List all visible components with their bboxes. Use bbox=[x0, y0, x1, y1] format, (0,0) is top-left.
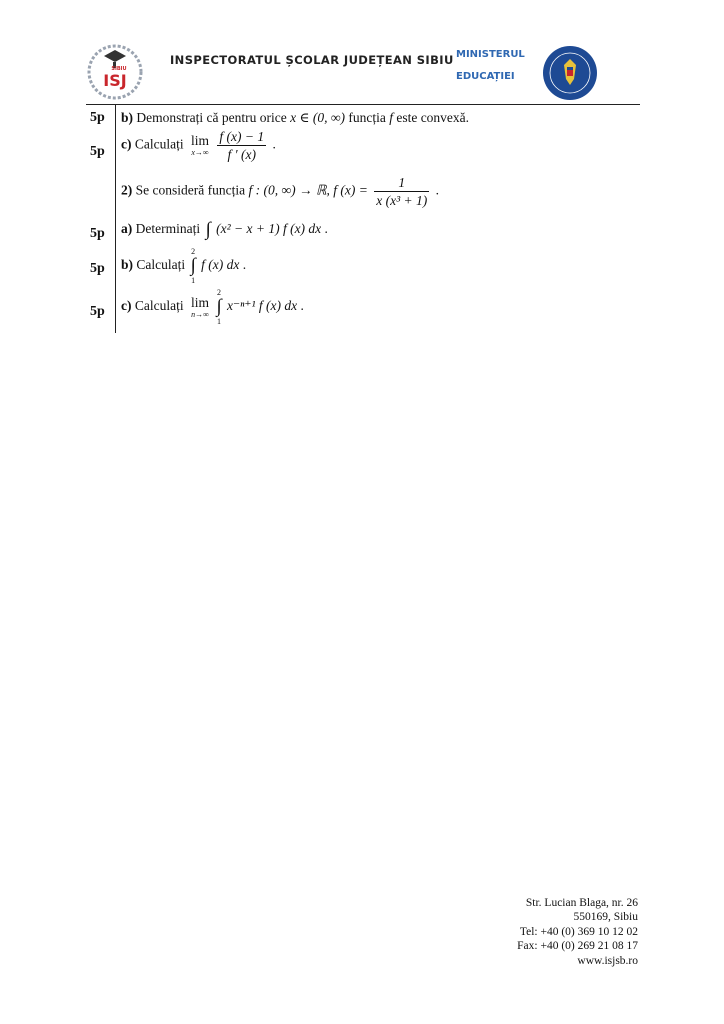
limit-operator bbox=[191, 134, 209, 157]
problem-2-statement bbox=[121, 174, 439, 209]
integrand: f (x) dx bbox=[201, 257, 240, 273]
address-footer bbox=[517, 896, 638, 968]
header-divider bbox=[86, 104, 640, 105]
period: . bbox=[242, 257, 247, 273]
points-label: 5p bbox=[90, 304, 105, 319]
item-text: Calculați bbox=[134, 136, 184, 152]
fraction-numerator: 1 bbox=[374, 174, 429, 192]
points-label: 5p bbox=[90, 110, 105, 125]
integral-upper-limit: 2 bbox=[216, 288, 221, 297]
item-text: Demonstrați că pentru orice bbox=[136, 110, 287, 125]
period: . bbox=[272, 136, 276, 152]
item-text: este convexă. bbox=[396, 110, 470, 125]
limit-subscript: n→∞ bbox=[191, 309, 209, 319]
item-label: c) bbox=[121, 136, 132, 152]
ministry-line-2: EDUCAȚIEI bbox=[456, 71, 515, 82]
function-definition: f : (0, ∞) → ℝ, f (x) = bbox=[248, 182, 368, 198]
item-label: c) bbox=[121, 298, 132, 314]
integral-lower-limit: 1 bbox=[216, 317, 221, 326]
problem-2a bbox=[121, 220, 328, 240]
isj-logo bbox=[86, 42, 144, 100]
footer-fax: Fax: +40 (0) 269 21 08 17 bbox=[517, 940, 638, 953]
problem-2b bbox=[121, 247, 246, 285]
item-text: Calculați bbox=[136, 257, 186, 273]
item-label: 2) bbox=[121, 182, 133, 198]
fraction bbox=[374, 174, 429, 209]
fraction-denominator: x (x³ + 1) bbox=[376, 193, 428, 208]
limit-operator bbox=[191, 296, 209, 319]
limit-subscript: x→∞ bbox=[191, 148, 209, 157]
math-expression: x ∈ (0, ∞) bbox=[290, 110, 345, 125]
limit-word: lim bbox=[190, 294, 209, 310]
item-label: a) bbox=[121, 221, 133, 237]
item-text: Se consideră funcția bbox=[135, 182, 246, 198]
points-label: 5p bbox=[90, 144, 105, 159]
government-seal-logo bbox=[542, 45, 598, 101]
integral-lower-limit: 1 bbox=[191, 276, 196, 285]
footer-city: 550169, Sibiu bbox=[573, 911, 638, 924]
points-label: 5p bbox=[90, 261, 105, 276]
integral-sign: ∫ bbox=[205, 219, 211, 240]
integrand: (x² − x + 1) f (x) dx bbox=[216, 221, 322, 237]
isj-logo-city: SIBIU bbox=[111, 66, 127, 72]
item-text: funcția bbox=[348, 110, 386, 125]
math-variable: f bbox=[389, 110, 393, 125]
fraction bbox=[217, 128, 266, 163]
ministry-name bbox=[456, 44, 525, 88]
item-label: b) bbox=[121, 257, 134, 273]
points-label: 5p bbox=[90, 226, 105, 241]
item-text: Determinați bbox=[135, 221, 201, 237]
limit-word: lim bbox=[190, 133, 209, 148]
definite-integral: 2 ∫ 1 bbox=[216, 288, 222, 326]
footer-street: Str. Lucian Blaga, nr. 26 bbox=[525, 897, 638, 909]
isj-logo-text: ISJ bbox=[103, 71, 127, 90]
footer-phone: Tel: +40 (0) 369 10 12 02 bbox=[519, 925, 638, 938]
period: . bbox=[324, 221, 328, 237]
period: . bbox=[435, 182, 440, 198]
page-header bbox=[86, 42, 640, 104]
integral-upper-limit: 2 bbox=[191, 247, 196, 256]
problem-2c bbox=[121, 288, 304, 326]
definite-integral: 2 ∫ 1 bbox=[190, 247, 196, 285]
item-label: b) bbox=[121, 110, 134, 125]
period: . bbox=[300, 298, 304, 314]
integrand: x⁻ⁿ⁺¹ f (x) dx bbox=[226, 298, 298, 314]
fraction-numerator: f (x) − 1 bbox=[219, 129, 265, 144]
fraction-denominator: f ′ (x) bbox=[227, 147, 256, 162]
points-column-divider bbox=[115, 105, 116, 333]
problem-1c bbox=[121, 128, 276, 163]
item-text: Calculați bbox=[134, 298, 184, 314]
problem-1b bbox=[121, 110, 469, 126]
footer-website: www.isjsb.ro bbox=[577, 954, 638, 967]
inspectorate-name: INSPECTORATUL ȘCOLAR JUDEȚEAN SIBIU bbox=[170, 53, 454, 67]
ministry-line-1: MINISTERUL bbox=[456, 49, 525, 60]
